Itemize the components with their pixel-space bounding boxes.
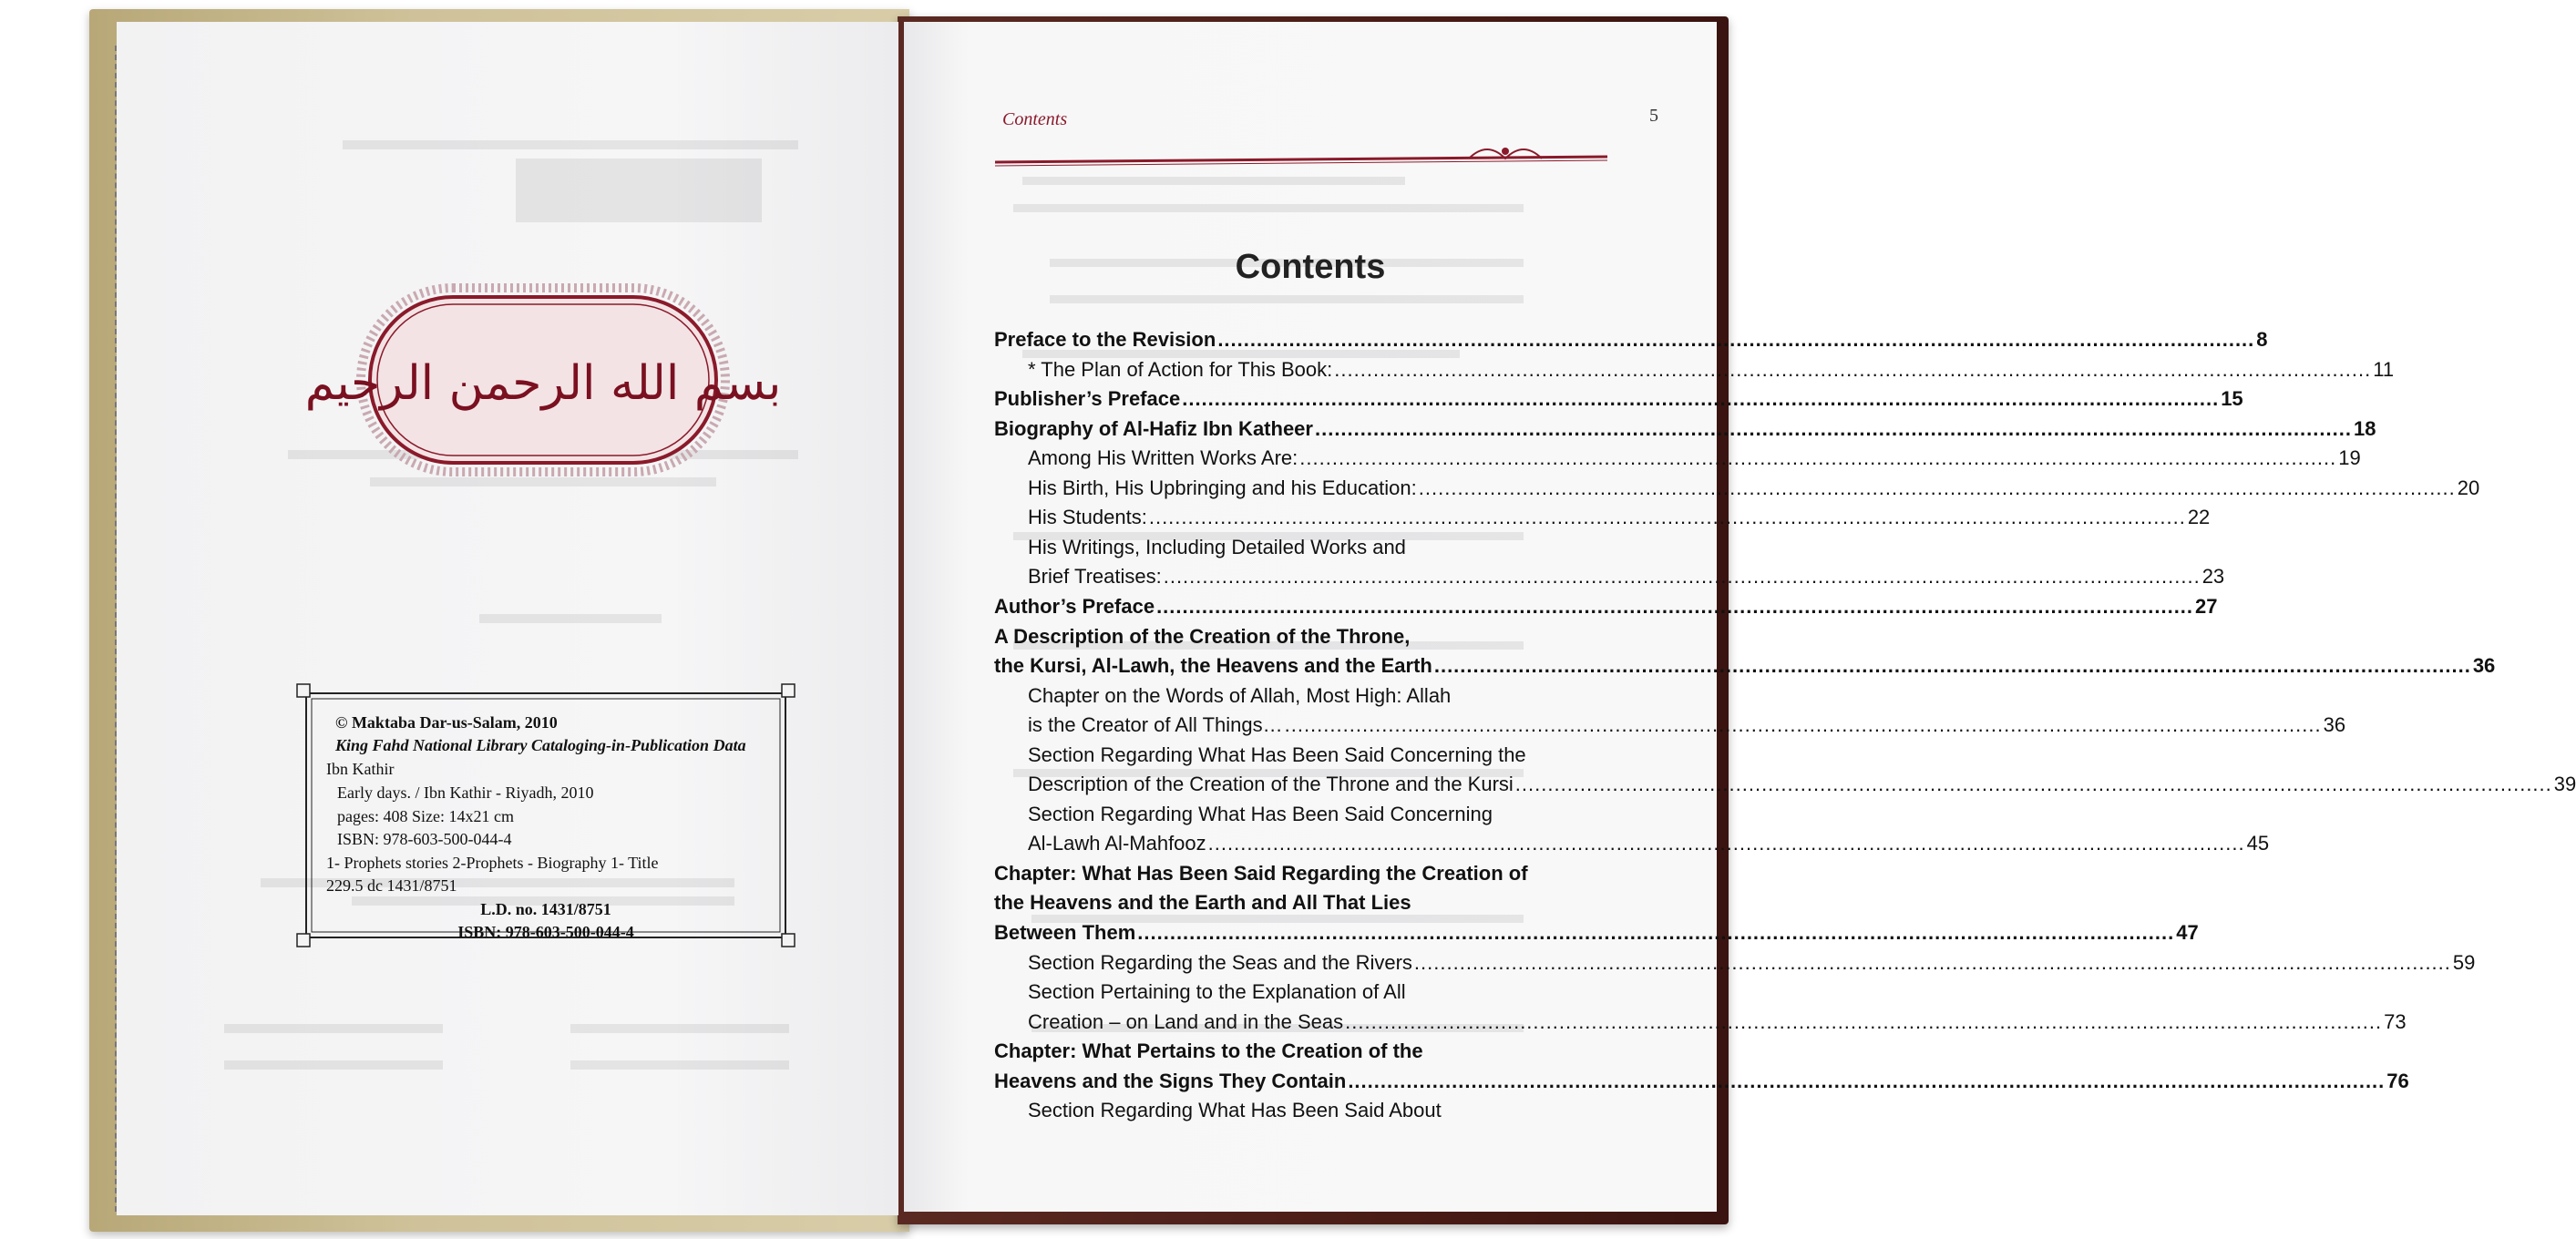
toc-page-number: 36 <box>2323 713 2346 737</box>
toc-page-number: 20 <box>2457 476 2480 499</box>
toc-leader-dots <box>1315 417 2352 441</box>
toc-leader-dots <box>1414 951 2451 975</box>
toc-entry <box>994 565 2225 592</box>
toc-page-number: 45 <box>2246 832 2270 855</box>
toc-entry-title: His Birth, His Upbringing and his Education: <box>1028 476 1417 499</box>
toc-entry-title: Publisher’s Preface <box>994 387 1181 411</box>
toc-leader-dots <box>1208 832 2245 855</box>
toc-entry-title: Chapter: What Has Been Said Regarding the Creation of <box>994 861 1528 885</box>
header-ornament-rule <box>995 131 1607 168</box>
toc-title: Contents <box>1235 248 1386 286</box>
toc-entry <box>994 1009 2407 1038</box>
toc-page-number: 15 <box>2221 387 2243 411</box>
page-number: 5 <box>1649 106 1658 126</box>
title-line: Early days. / Ibn Kathir - Riyadh, 2010 <box>337 783 594 802</box>
toc-leader-dots <box>1515 773 2552 796</box>
toc-entry <box>994 476 2480 504</box>
toc-entry <box>994 950 2476 978</box>
toc-entry-title: Creation – on Land and in the Seas <box>1028 1009 1344 1033</box>
toc-entry <box>994 416 2376 445</box>
toc-entry-title: Heavens and the Signs They Contain <box>994 1069 1347 1092</box>
copyright-line: © Maktaba Dar-us-Salam, 2010 <box>335 713 558 732</box>
toc-entry-title: A Description of the Creation of the Throne, <box>994 624 1411 648</box>
cataloging-data-box <box>295 682 796 948</box>
toc-leader-dots <box>1156 595 2193 619</box>
library-line: King Fahd National Library Cataloging-in-Publication Data <box>335 736 746 754</box>
toc-entry-title: Chapter on the Words of Allah, Most High: Allah <box>1028 683 1452 707</box>
toc-entry-title: Section Regarding the Seas and the Rivers <box>1028 950 1412 974</box>
bleed-through-text <box>117 22 898 1215</box>
toc-leader-dots <box>1345 1010 2382 1034</box>
toc-entry <box>994 506 2211 533</box>
toc-page-number: 22 <box>2187 506 2211 529</box>
toc-leader-dots <box>1334 358 2371 382</box>
toc-leader-dots <box>1149 506 2186 529</box>
author-line: Ibn Kathir <box>326 760 395 778</box>
toc-entry <box>994 832 2270 859</box>
toc-entry <box>994 387 2243 415</box>
running-head: Contents <box>1002 109 1068 129</box>
toc-entry-title: Description of the Creation of the Throne and the Kursi <box>1028 773 1514 796</box>
toc-leader-dots <box>1164 565 2201 589</box>
isbn-bold-line: ISBN: 978-603-500-044-4 <box>457 923 634 941</box>
toc-page-number: 36 <box>2472 654 2496 678</box>
toc-entry <box>994 594 2218 622</box>
toc-entry <box>994 743 1606 771</box>
toc-leader-dots <box>1137 921 2174 945</box>
subjects-line: 1- Prophets stories 2-Prophets - Biography 1- Title <box>326 854 659 872</box>
toc-entry <box>994 891 1606 918</box>
toc-entry <box>994 773 2576 800</box>
toc-page-number: 73 <box>2384 1009 2407 1033</box>
toc-entry-title: * The Plan of Action for This Book: <box>1028 357 1333 381</box>
toc-entry-title: Preface to the Revision <box>994 328 1216 351</box>
toc-entry-title: His Students: <box>1028 506 1147 529</box>
toc-entry-title: the Kursi, Al-Lawh, the Heavens and the Earth <box>994 654 1432 678</box>
toc-entry-title: Section Regarding What Has Been Said About <box>1028 1099 1442 1122</box>
pages-line: pages: 408 Size: 14x21 cm <box>337 807 514 825</box>
toc-entry-title: Between Them <box>994 921 1136 944</box>
toc-entry <box>994 1099 1606 1126</box>
right-page <box>904 22 2576 1212</box>
toc-entry <box>994 713 2346 741</box>
toc-leader-dots <box>1348 1070 2385 1093</box>
toc-entry <box>994 803 1606 830</box>
toc-page-number: 59 <box>2452 950 2476 974</box>
toc-entry-title: Section Pertaining to the Explanation of All <box>1028 980 1406 1004</box>
binding-stitch <box>115 46 126 1212</box>
bismillah-cartouche <box>304 282 782 477</box>
toc-page-number: 11 <box>2373 357 2395 381</box>
toc-entry <box>994 862 1606 889</box>
toc-entry <box>994 1039 1606 1067</box>
toc-entry-title: the Heavens and the Earth and All That Lies <box>994 891 1411 915</box>
toc-entry <box>994 980 1606 1008</box>
isbn-line: ISBN: 978-603-500-044-4 <box>337 830 512 848</box>
toc-leader-dots <box>1182 387 2219 411</box>
toc-page-number: 47 <box>2176 921 2199 944</box>
toc-entry-title: Section Regarding What Has Been Said Concerning the <box>1028 742 1526 766</box>
toc-leader-dots <box>1285 713 2322 737</box>
toc-entry-title: Among His Written Works Are: <box>1028 446 1298 470</box>
toc-entry <box>994 654 2496 681</box>
toc-entry <box>994 536 1606 563</box>
toc-entry-title: Brief Treatises: <box>1028 565 1162 589</box>
toc-entry-title: Al-Lawh Al-Mahfooz <box>1028 832 1206 855</box>
bismillah-text: بسم الله الرحمن الرحيم <box>304 356 782 411</box>
toc-entry <box>994 625 1606 652</box>
toc-page-number: 8 <box>2256 328 2268 351</box>
class-line: 229.5 dc 1431/8751 <box>326 876 457 895</box>
toc-entry <box>994 684 1606 712</box>
toc-entry-title: Biography of Al-Hafiz Ibn Katheer <box>994 416 1313 440</box>
toc-entry <box>994 921 2199 948</box>
toc-entry-title: is the Creator of All Things… <box>1028 713 1283 737</box>
toc-entry <box>994 328 2268 355</box>
toc-page-number: 19 <box>2338 446 2361 470</box>
toc-entry <box>994 357 2395 385</box>
toc-page-number: 18 <box>2353 416 2376 440</box>
toc-leader-dots <box>1434 654 2471 678</box>
toc-entry-title: Author’s Preface <box>994 594 1155 618</box>
toc-leader-dots <box>1217 328 2254 352</box>
left-page <box>117 22 898 1215</box>
toc-entry <box>994 446 2361 474</box>
toc-page-number: 23 <box>2201 565 2225 589</box>
toc-page-number: 76 <box>2386 1069 2409 1092</box>
toc-leader-dots <box>1419 476 2456 500</box>
toc-page-number: 27 <box>2195 594 2218 618</box>
toc-leader-dots <box>1299 446 2336 470</box>
toc-entry-title: Chapter: What Pertains to the Creation of the <box>994 1039 1423 1063</box>
toc-entry-title: Section Regarding What Has Been Said Concerning <box>1028 802 1493 825</box>
toc-entry <box>994 1069 2409 1097</box>
toc-entry-title: His Writings, Including Detailed Works and <box>1028 535 1406 558</box>
toc-page-number: 39 <box>2553 773 2576 796</box>
ld-line: L.D. no. 1431/8751 <box>480 900 611 918</box>
